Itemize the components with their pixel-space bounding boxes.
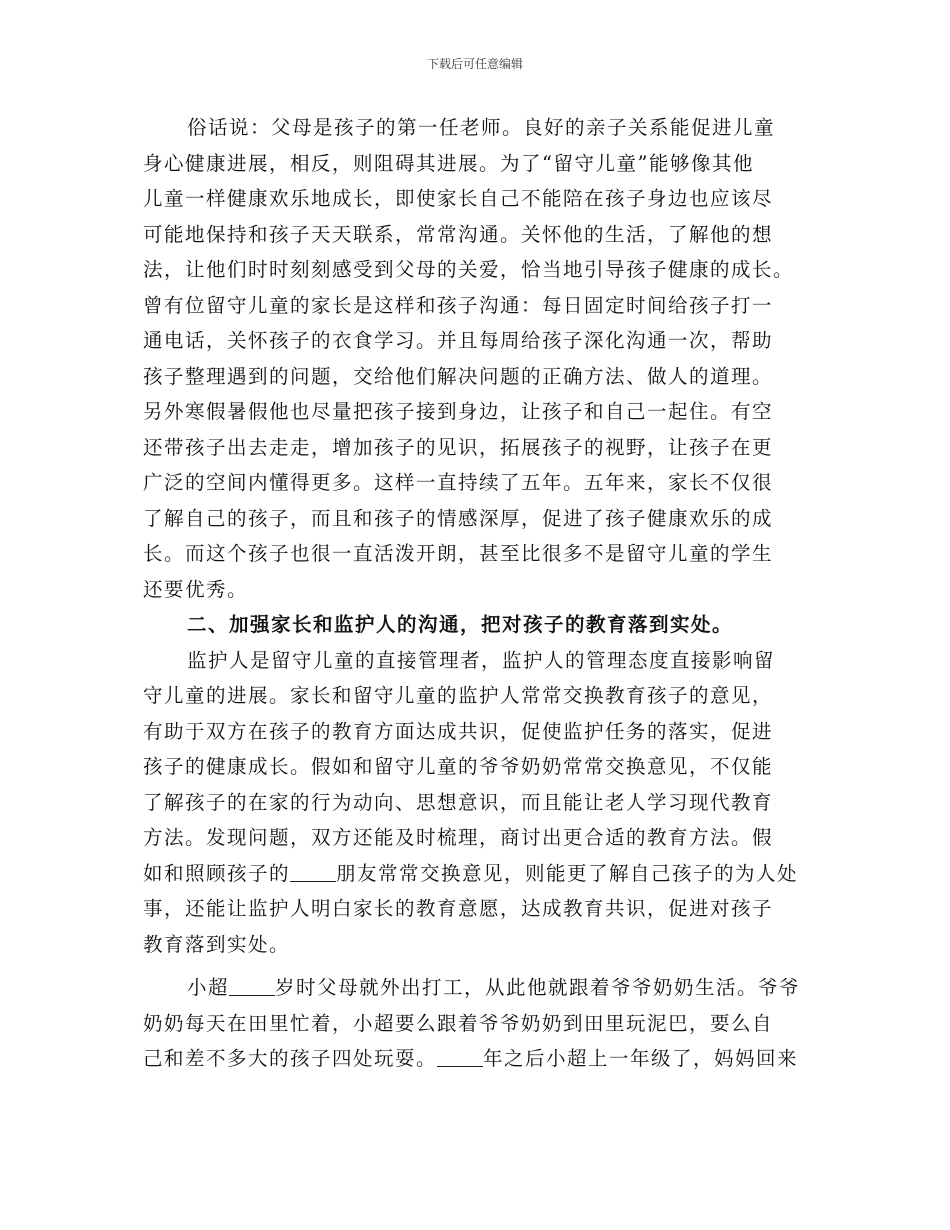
text-line: 法，让他们时时刻刻感受到父母的关爱，恰当地引导孩子健康的成长。 xyxy=(143,258,795,281)
text-line: 身心健康进展，相反，则阻碍其进展。为了“留守儿童”能够像其他 xyxy=(143,151,754,175)
paragraph-parent-communication xyxy=(143,110,815,607)
text-line: 己和差不多大的孩子四处玩耍。 年之后小超上一年级了，妈妈回来 xyxy=(143,1047,799,1070)
text-line: 儿童一样健康欢乐地成长，即使家长自己不能陪在孩子身边也应该尽 xyxy=(143,187,774,210)
text-line: 如和照顾孩子的 朋友常常交换意见，则能更了解自己孩子的为人处 xyxy=(143,861,799,885)
text-line: 俗话说：父母是孩子的第一任老师。良好的亲子关系能促进儿童 xyxy=(187,116,776,139)
text-line: 可能地保持和孩子天天联系，常常沟通。关怀他的生活，了解他的想 xyxy=(143,222,774,246)
text-line: 了解自己的孩子，而且和孩子的情感深厚，促进了孩子健康欢乐的成 xyxy=(143,506,774,530)
text-line: 还带孩子出去走走，增加孩子的见识，拓展孩子的视野，让孩子在更 xyxy=(143,435,774,459)
text-line: 广泛的空间内懂得更多。这样一直持续了五年。五年来，家长不仅很 xyxy=(143,471,774,494)
text-line: 了解孩子的在家的行为动向、思想意识，而且能让老人学习现代教育 xyxy=(143,790,774,814)
text-line: 长。而这个孩子也很一直活泼开朗，甚至比很多不是留守儿童的学生 xyxy=(143,542,774,565)
text-line: 守儿童的进展。家长和留守儿童的监护人常常交换教育孩子的意见， xyxy=(143,684,774,707)
fill-in-blank xyxy=(437,1048,483,1067)
text-line: 有助于双方在孩子的教育方面达成共识，促使监护任务的落实，促进 xyxy=(143,719,774,743)
text-line: 监护人是留守儿童的直接管理者，监护人的管理态度直接影响留 xyxy=(187,648,776,672)
paragraph-guardian-communication xyxy=(143,643,815,963)
text-line: 通电话，关怀孩子的衣食学习。并且每周给孩子深化沟通一次，帮助 xyxy=(143,329,774,352)
fill-in-blank xyxy=(229,977,275,996)
paragraph-xiaochao-story xyxy=(143,970,815,1077)
text-line: 孩子的健康成长。假如和留守儿童的爷爷奶奶常常交换意见，不仅能 xyxy=(143,755,774,778)
text-line: 事，还能让监护人明白家长的教育意愿，达成教育共识，促进对孩子 xyxy=(143,897,774,920)
page-header: 下载后可任意编辑 xyxy=(426,57,523,71)
text-line: 教育落到实处。 xyxy=(143,932,291,956)
text-line: 另外寒假暑假他也尽量把孩子接到身边，让孩子和自己一起住。有空 xyxy=(143,400,774,423)
section-heading: 二、加强家长和监护人的沟通，把对孩子的教育落到实处。 xyxy=(187,613,734,636)
text-line: 孩子整理遇到的问题，交给他们解决问题的正确方法、做人的道理。 xyxy=(143,364,774,388)
text-line: 小超 岁时父母就外出打工，从此他就跟着爷爷奶奶生活。爷爷 xyxy=(187,976,801,999)
text-line: 曾有位留守儿童的家长是这样和孩子沟通：每日固定时间给孩子打一 xyxy=(143,293,774,317)
document-body xyxy=(143,110,815,1077)
fill-in-blank xyxy=(290,863,336,882)
text-line: 方法。发现问题，双方还能及时梳理，商讨出更合适的教育方法。假 xyxy=(143,826,774,849)
text-line: 奶奶每天在田里忙着，小超要么跟着爷爷奶奶到田里玩泥巴，要么自 xyxy=(143,1011,774,1035)
text-line: 还要优秀。 xyxy=(143,577,249,601)
